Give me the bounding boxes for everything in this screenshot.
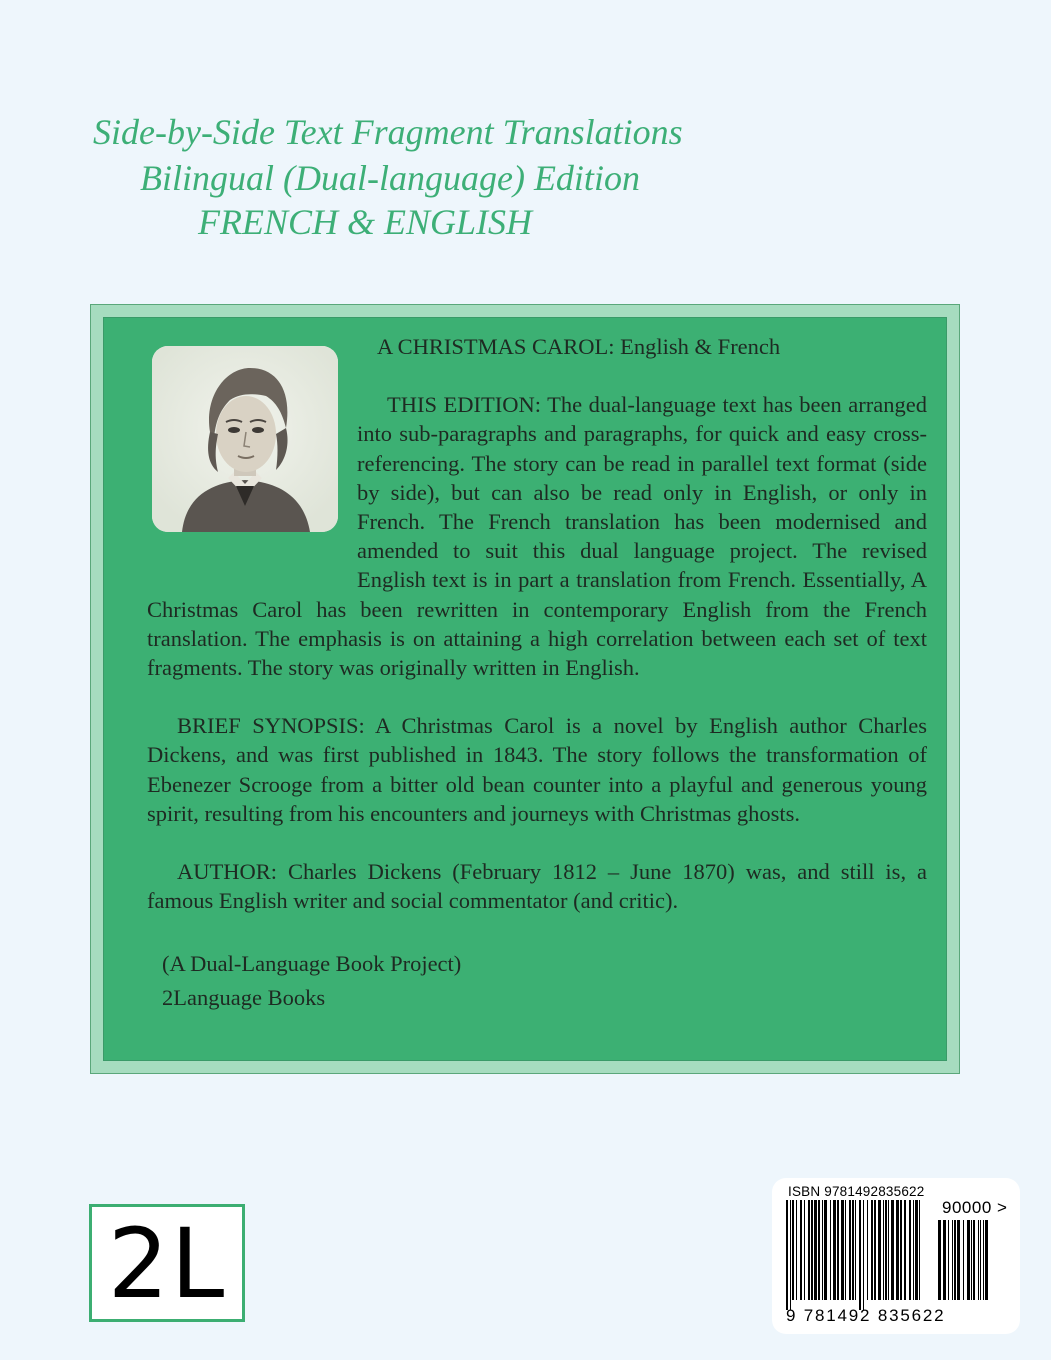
- barcode-bars: [786, 1200, 922, 1310]
- author-paragraph: AUTHOR: Charles Dickens (February 1812 – June 1870) was, and still is, a famous English writer and social commentator (and critic).: [147, 859, 927, 914]
- header-line-2: Bilingual (Dual-language) Edition: [140, 158, 640, 198]
- project-line: (A Dual-Language Book Project): [162, 951, 462, 977]
- synopsis-paragraph: BRIEF SYNOPSIS: A Christmas Carol is a novel by English author Charles Dickens, and was first published in 1843. The story follows the transformation of Ebenezer Scrooge from a bitter old bean counter into a playful and generous young spirit, resulting from his encounters and journeys with Christmas ghosts.: [147, 713, 927, 826]
- barcode-number: 9 781492 835622: [786, 1306, 946, 1325]
- header-line-1: Side-by-Side Text Fragment Translations: [93, 112, 683, 152]
- publisher-line: 2Language Books: [162, 985, 326, 1011]
- description-panel: [90, 304, 960, 1074]
- price-code: 90000 >: [942, 1198, 1008, 1217]
- publisher-logo: [89, 1204, 245, 1322]
- publisher-logo-text: 2L: [107, 1208, 227, 1320]
- description-panel-inner: [103, 317, 947, 1061]
- panel-text-block: [147, 332, 927, 1012]
- addon-barcode-bars: [938, 1220, 990, 1310]
- book-title-heading: A CHRISTMAS CAROL: English & French: [377, 334, 781, 359]
- header-line-3: FRENCH & ENGLISH: [198, 202, 533, 242]
- edition-paragraph: THIS EDITION: The dual-language text has been arranged into sub-paragraphs and paragraphs, for quick and easy cross-referencing. The story can be read in parallel text format (side by side), but can also be read only in English, or only in French. The French translation has been modernised and amended to suit this dual language project. The revised English text is in part a translation from French. Essentially, A Christmas Carol has been rewritten in contemporary English from the French translation. The emphasis is on attaining a high correlation between each set of text fragments. The story was originally written in English.: [147, 392, 927, 681]
- isbn-label: ISBN 9781492835622: [788, 1184, 925, 1199]
- isbn-barcode: [772, 1178, 1020, 1334]
